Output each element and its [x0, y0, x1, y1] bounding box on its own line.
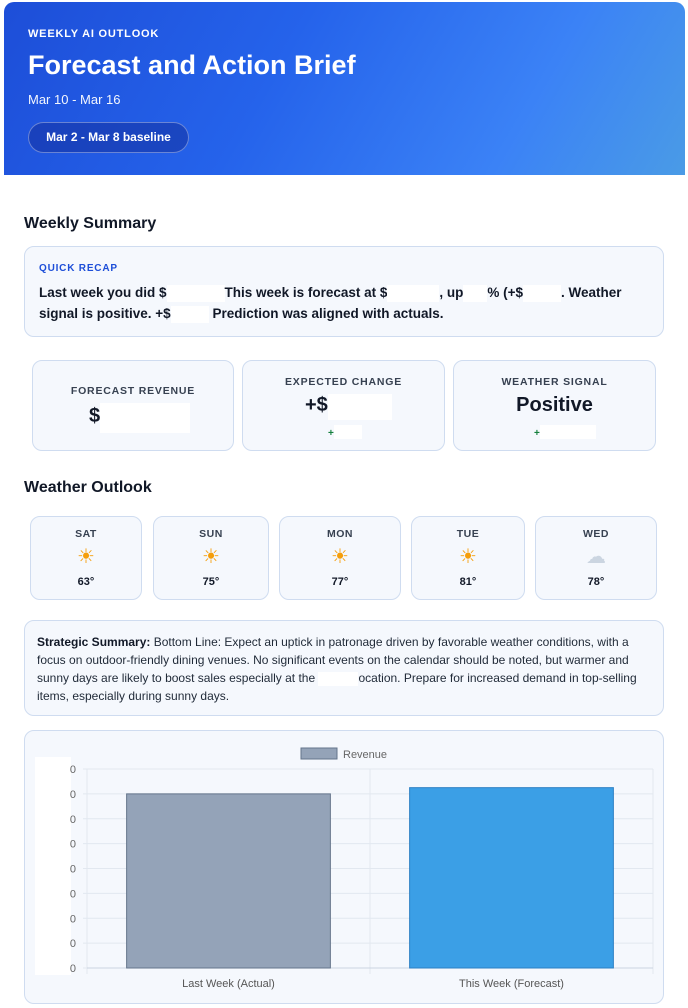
weather-day-tue — [411, 516, 525, 600]
header-banner — [4, 2, 685, 175]
weather-day-sun — [153, 516, 269, 600]
cloud-icon: ☁ — [586, 546, 606, 568]
kpi-expected-change-label: EXPECTED CHANGE — [284, 376, 402, 388]
redacted-value — [167, 285, 225, 302]
y-tick-label: 0 — [69, 938, 76, 951]
weekly-summary-title: Weekly Summary — [24, 215, 157, 232]
weather-day-name: MON — [327, 528, 353, 540]
kpi-expected-change-sub-row — [328, 423, 362, 439]
kpi-expected-change-value-row — [305, 394, 392, 422]
page-title: Forecast and Action Brief — [28, 50, 356, 80]
recap-part-4: % (+$ — [487, 285, 524, 300]
bar-last-week — [127, 794, 331, 968]
revenue-chart-card — [24, 730, 664, 1004]
strategic-summary-label: Strategic Summary: — [37, 635, 151, 649]
redacted-value — [171, 306, 209, 323]
y-tick-label: 0 — [69, 913, 76, 926]
kpi-expected-change — [242, 360, 445, 451]
weather-day-temp: 75° — [202, 576, 220, 588]
quick-recap-card — [24, 246, 664, 337]
recap-part-2: This week is forecast at $ — [224, 285, 388, 300]
weather-day-name: WED — [583, 528, 609, 540]
bar-this-week — [410, 788, 614, 968]
kpi-weather-signal-sub: + — [534, 428, 540, 439]
recap-part-1: Last week you did $ — [39, 285, 167, 300]
y-tick-label: 0 — [69, 863, 76, 876]
recap-part-6: Prediction was aligned with actuals. — [212, 306, 444, 321]
recap-part-5: . Weather signal is positive. +$ — [39, 285, 622, 321]
strategic-summary-body-b: ocation. Prepare for increased demand in top-selling items, especially during sunny days. — [37, 671, 637, 703]
weather-day-sat — [30, 516, 142, 600]
weather-day-temp: 63° — [77, 576, 95, 588]
weather-day-temp: 81° — [459, 576, 477, 588]
kpi-expected-change-sub: + — [328, 428, 334, 439]
strategic-summary-card — [24, 620, 664, 716]
kpi-forecast-revenue-value: $ — [89, 405, 101, 428]
y-tick-label: 0 — [69, 764, 76, 776]
y-tick-label: 0 — [69, 888, 76, 901]
weather-day-name: SUN — [199, 528, 223, 540]
weather-day-mon — [279, 516, 401, 600]
kpi-forecast-revenue-value-row — [89, 403, 190, 433]
weather-outlook-title: Weather Outlook — [24, 479, 152, 496]
kpi-weather-signal-value: Positive — [516, 394, 593, 416]
weather-day-wed — [535, 516, 657, 600]
quick-recap-text — [39, 282, 649, 324]
weather-day-name: TUE — [456, 528, 480, 540]
redacted-value — [100, 403, 190, 433]
redacted-value — [334, 425, 362, 439]
date-range: Mar 10 - Mar 16 — [28, 92, 121, 107]
baseline-pill[interactable]: Mar 2 - Mar 8 baseline — [28, 122, 189, 153]
sun-icon: ☀ — [77, 546, 95, 568]
x-tick-label: Last Week (Actual) — [182, 978, 275, 990]
y-tick-label: 0 — [69, 788, 76, 801]
header-eyebrow: WEEKLY AI OUTLOOK — [28, 28, 160, 40]
recap-part-3: , up — [439, 285, 464, 300]
sun-icon: ☀ — [331, 546, 349, 568]
kpi-weather-signal-label: WEATHER SIGNAL — [501, 376, 608, 388]
weather-day-name: SAT — [75, 528, 97, 540]
y-axis-label-gutter — [35, 757, 71, 975]
y-tick-label: 0 — [69, 963, 76, 975]
weather-day-temp: 77° — [331, 576, 349, 588]
x-tick-label: This Week (Forecast) — [459, 978, 564, 990]
sun-icon: ☀ — [459, 546, 477, 568]
strategic-summary-body-a: Bottom Line: Expect an uptick in patronage driven by favorable weather conditions, with a focus on outdoor-friendly dining venues. No significant events on the calendar should be noted, but warmer and sunny days are likely to boost sales especially at the — [37, 635, 629, 685]
quick-recap-label: QUICK RECAP — [39, 263, 118, 274]
redacted-value — [463, 285, 487, 302]
y-tick-label: 0 — [69, 813, 76, 826]
kpi-forecast-revenue-label: FORECAST REVENUE — [70, 385, 196, 397]
weather-day-temp: 78° — [587, 576, 605, 588]
kpi-forecast-revenue — [32, 360, 234, 451]
revenue-bar-chart — [25, 731, 664, 1004]
redacted-value — [328, 394, 392, 420]
kpi-expected-change-value: +$ — [305, 394, 328, 417]
sun-icon: ☀ — [202, 546, 220, 568]
legend-label: Revenue — [343, 749, 388, 761]
redacted-value — [523, 285, 561, 302]
redacted-value — [318, 672, 358, 686]
kpi-weather-signal-sub-row — [534, 423, 596, 439]
redacted-value — [387, 285, 439, 302]
y-tick-label: 0 — [69, 838, 76, 851]
redacted-value — [540, 425, 596, 439]
strategic-summary-text — [37, 633, 653, 705]
kpi-weather-signal — [453, 360, 656, 451]
legend-swatch — [301, 748, 337, 759]
